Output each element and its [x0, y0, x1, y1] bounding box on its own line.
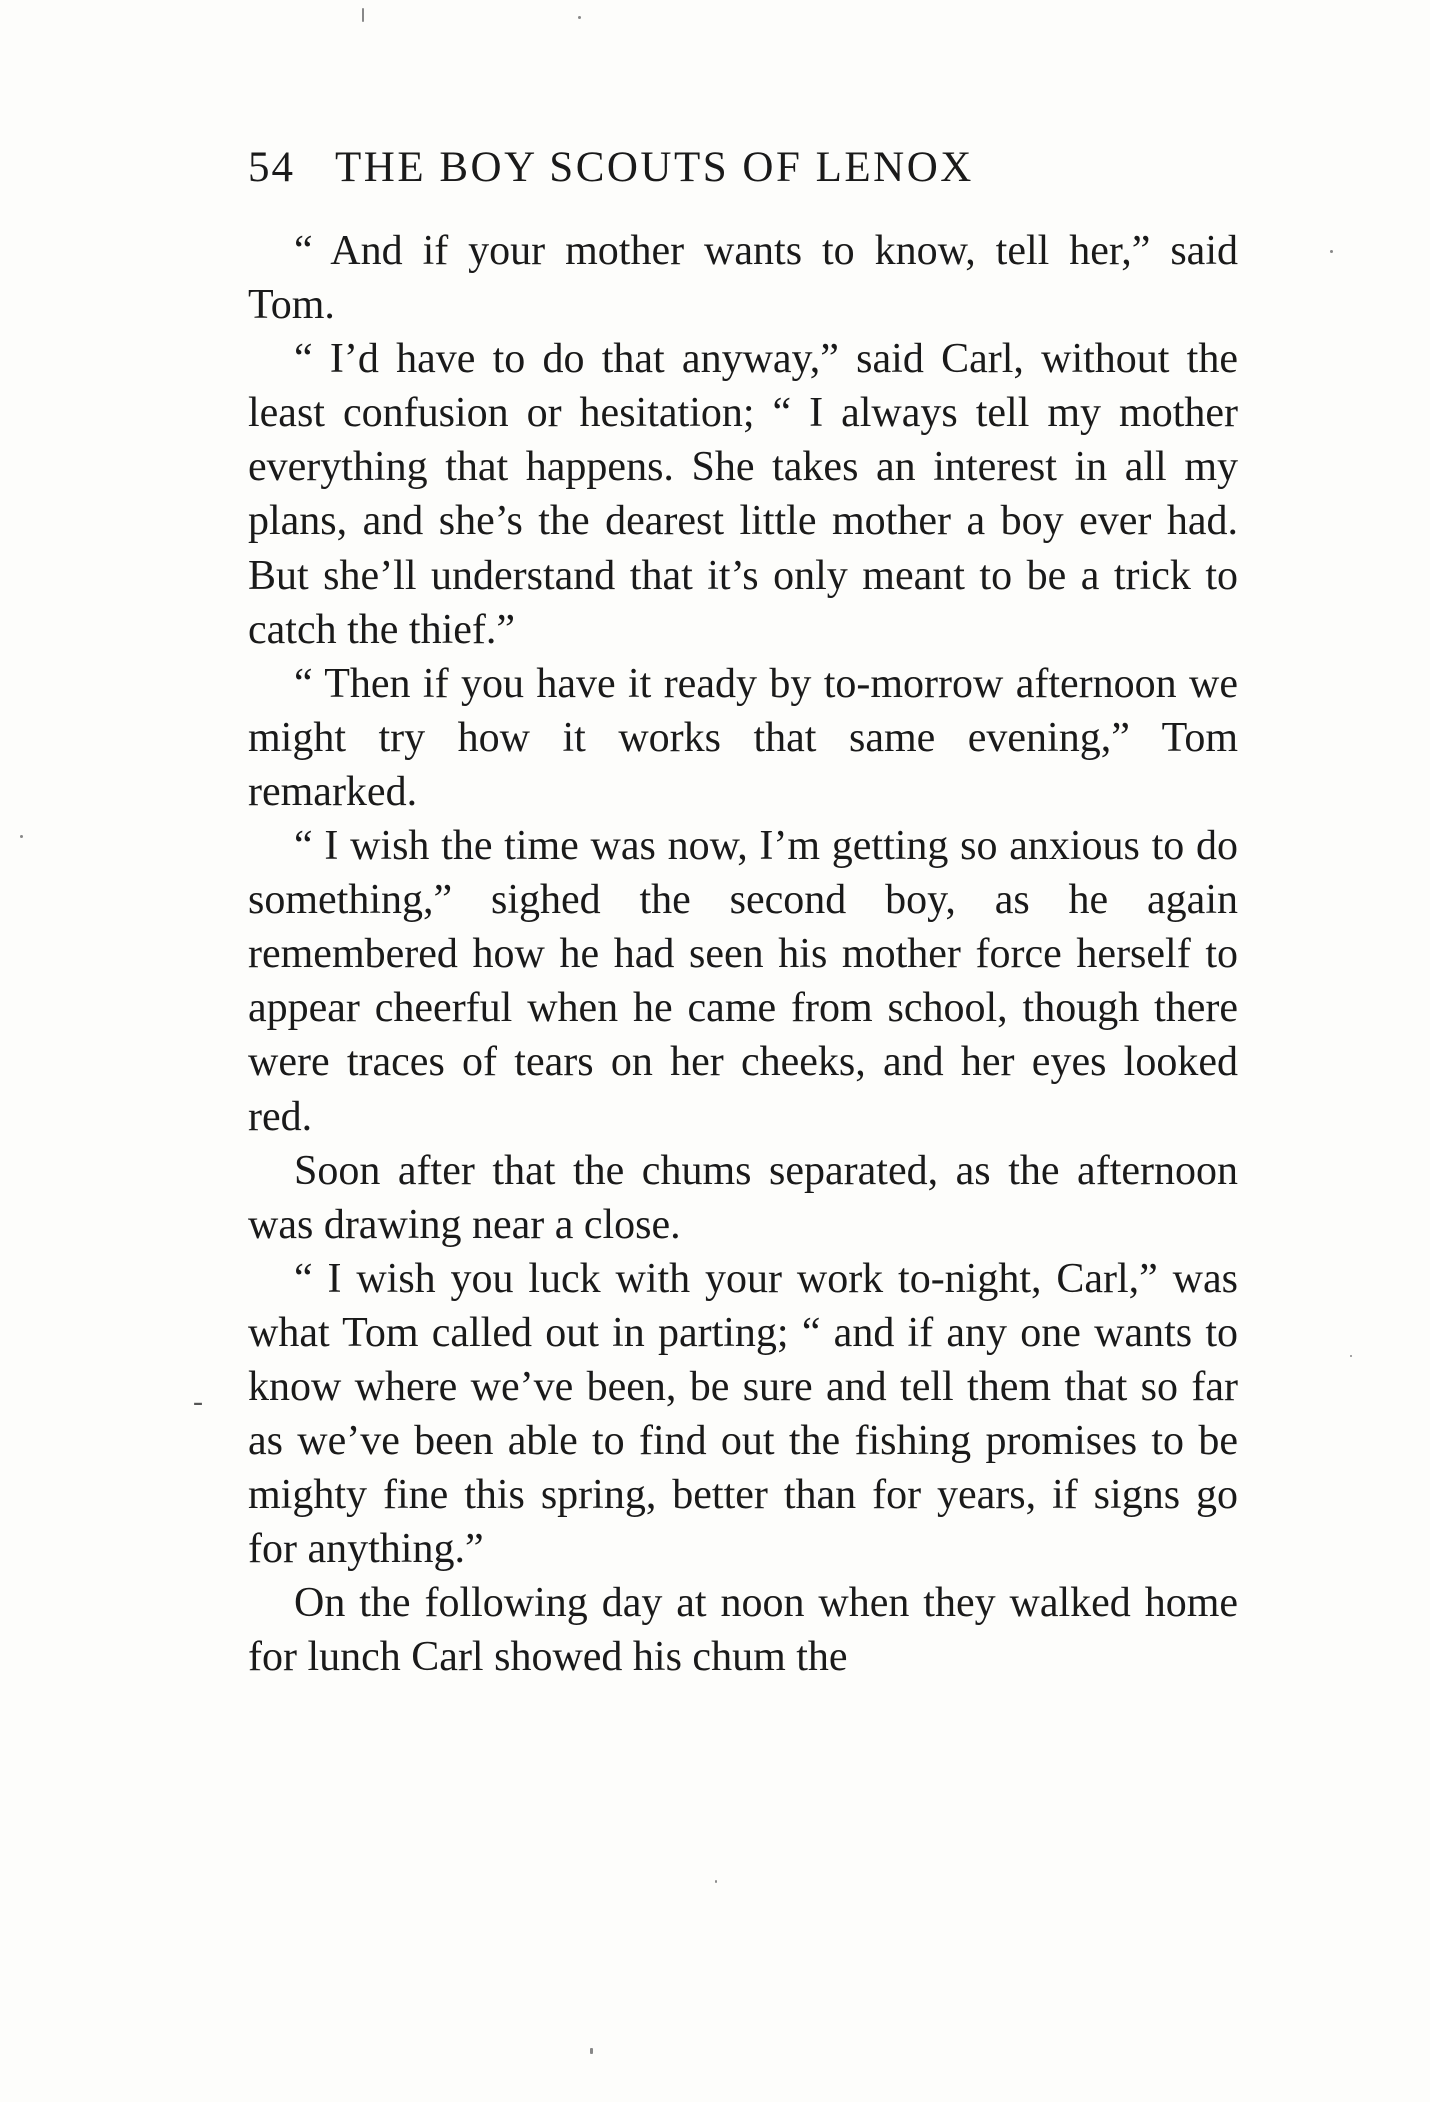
paragraph-2: “ I’d have to do that anyway,” said Carl, without the least confusion or hesitation; “ I always tell my mother everything that happens. She takes an interest in all my plans, and she’s the dearest little mother a boy ever had. But she’ll understand that it’s only meant to be a trick to catch the thief.” — [248, 336, 1238, 653]
paragraph-3: “ Then if you have it ready by to-morrow afternoon we might try how it works that same evening,” Tom remarked. — [248, 660, 1238, 815]
paragraph-1: “ And if your mother wants to know, tell her,” said Tom. — [248, 228, 1238, 329]
paragraph-4: “ I wish the time was now, I’m getting so anxious to do something,” sighed the second boy, as he again remembered how he had seen his mother force herself to appear cheerful when he came from school, though there were traces of tears on her cheeks, and her eyes looked red. — [248, 823, 1238, 1140]
paper-speck — [590, 2048, 593, 2054]
paragraph-5: Soon after that the chums separated, as the afternoon was drawing near a close. — [248, 1147, 1238, 1248]
running-header — [248, 138, 1248, 198]
paragraph-6: “ I wish you luck with your work to-night, Carl,” was what Tom called out in parting; “ and if any one wants to know where we’ve been, be sure and tell them that so far as we’ve been able to find out the fishing promises to be mighty fine this spring, better than for years, if signs go for anything.” — [248, 1255, 1238, 1573]
margin-mark: - — [193, 1385, 203, 1418]
body-text — [248, 224, 1238, 1685]
paper-speck — [362, 8, 364, 22]
paper-speck — [20, 835, 23, 838]
page-number: 54 — [248, 144, 295, 191]
paper-speck — [1350, 1355, 1352, 1357]
paper-speck — [715, 1880, 717, 1883]
running-title: THE BOY SCOUTS OF LENOX — [335, 144, 974, 191]
paragraph-7: On the following day at noon when they walked home for lunch Carl showed his chum the — [248, 1580, 1238, 1681]
paper-speck — [578, 16, 581, 19]
paper-speck — [1330, 250, 1333, 253]
